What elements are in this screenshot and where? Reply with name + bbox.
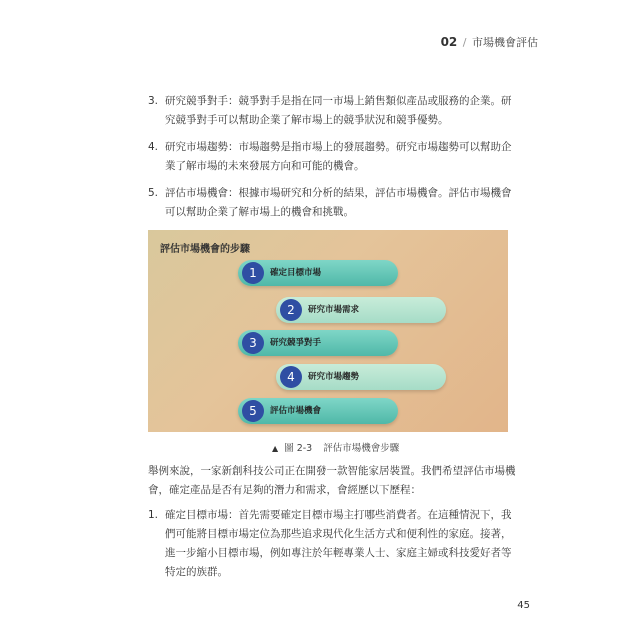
step-number-badge: 5 bbox=[242, 400, 264, 422]
step-label: 研究競爭對手 bbox=[270, 338, 322, 348]
list-item-text: 確定目標市場：首先需要確定目標市場主打哪些消費者。在這種情況下，我們可能將目標市場定位為那些追求現代化生活方式和便利性的家庭。接著，進一步縮小目標市場，例如專注於年輕專業人士、家庭主婦或科技愛好者等特定的族群。 bbox=[165, 509, 512, 578]
step-number-badge: 2 bbox=[280, 299, 302, 321]
running-header bbox=[441, 34, 538, 50]
step-number-badge: 4 bbox=[280, 366, 302, 388]
figure-title: 評估市場機會的步驟 bbox=[160, 244, 250, 255]
step-3-pill bbox=[238, 330, 398, 356]
list-item-number: 4. bbox=[148, 141, 159, 153]
step-label: 研究市場需求 bbox=[308, 305, 360, 315]
steps-list-top bbox=[148, 92, 516, 230]
list-item-text: 評估市場機會：根據市場研究和分析的結果，評估市場機會。評估市場機會可以幫助企業了解市場上的機會和挑戰。 bbox=[165, 187, 512, 218]
step-label: 研究市場趨勢 bbox=[308, 372, 360, 382]
step-number-badge: 1 bbox=[242, 262, 264, 284]
steps-figure bbox=[148, 230, 508, 432]
header-separator: / bbox=[462, 36, 467, 49]
step-label: 確定目標市場 bbox=[270, 268, 322, 278]
list-item-number: 3. bbox=[148, 95, 159, 107]
step-2-pill bbox=[276, 297, 446, 323]
figure-caption bbox=[272, 440, 399, 454]
list-item-number: 5. bbox=[148, 187, 159, 199]
page-number: 45 bbox=[517, 600, 530, 611]
list-item bbox=[148, 92, 516, 130]
step-4-pill bbox=[276, 364, 446, 390]
step-1-pill bbox=[238, 260, 398, 286]
figure-caption-text: 評估市場機會步驟 bbox=[323, 443, 400, 454]
list-item bbox=[148, 138, 516, 176]
triangle-up-icon: ▲ bbox=[272, 444, 279, 453]
list-item-number: 1. bbox=[148, 509, 159, 521]
steps-list-bottom bbox=[148, 506, 516, 590]
chapter-number: 02 bbox=[440, 35, 458, 49]
list-item-text: 研究競爭對手：競爭對手是指在同一市場上銷售類似產品或服務的企業。研究競爭對手可以幫助企業了解市場上的競爭狀況和競爭優勢。 bbox=[165, 95, 512, 126]
figure-number: 圖 2-3 bbox=[284, 443, 313, 454]
example-paragraph: 舉例來說，一家新創科技公司正在開發一款智能家居裝置。我們希望評估市場機會，確定產品是否有足夠的潛力和需求，會經歷以下歷程： bbox=[148, 465, 516, 496]
chapter-title: 市場機會評估 bbox=[472, 36, 538, 49]
step-label: 評估市場機會 bbox=[270, 406, 322, 416]
list-item bbox=[148, 506, 516, 582]
list-item-text: 研究市場趨勢：市場趨勢是指市場上的發展趨勢。研究市場趨勢可以幫助企業了解市場的未來發展方向和可能的機會。 bbox=[165, 141, 512, 172]
step-5-pill bbox=[238, 398, 398, 424]
step-number-badge: 3 bbox=[242, 332, 264, 354]
list-item bbox=[148, 184, 516, 222]
